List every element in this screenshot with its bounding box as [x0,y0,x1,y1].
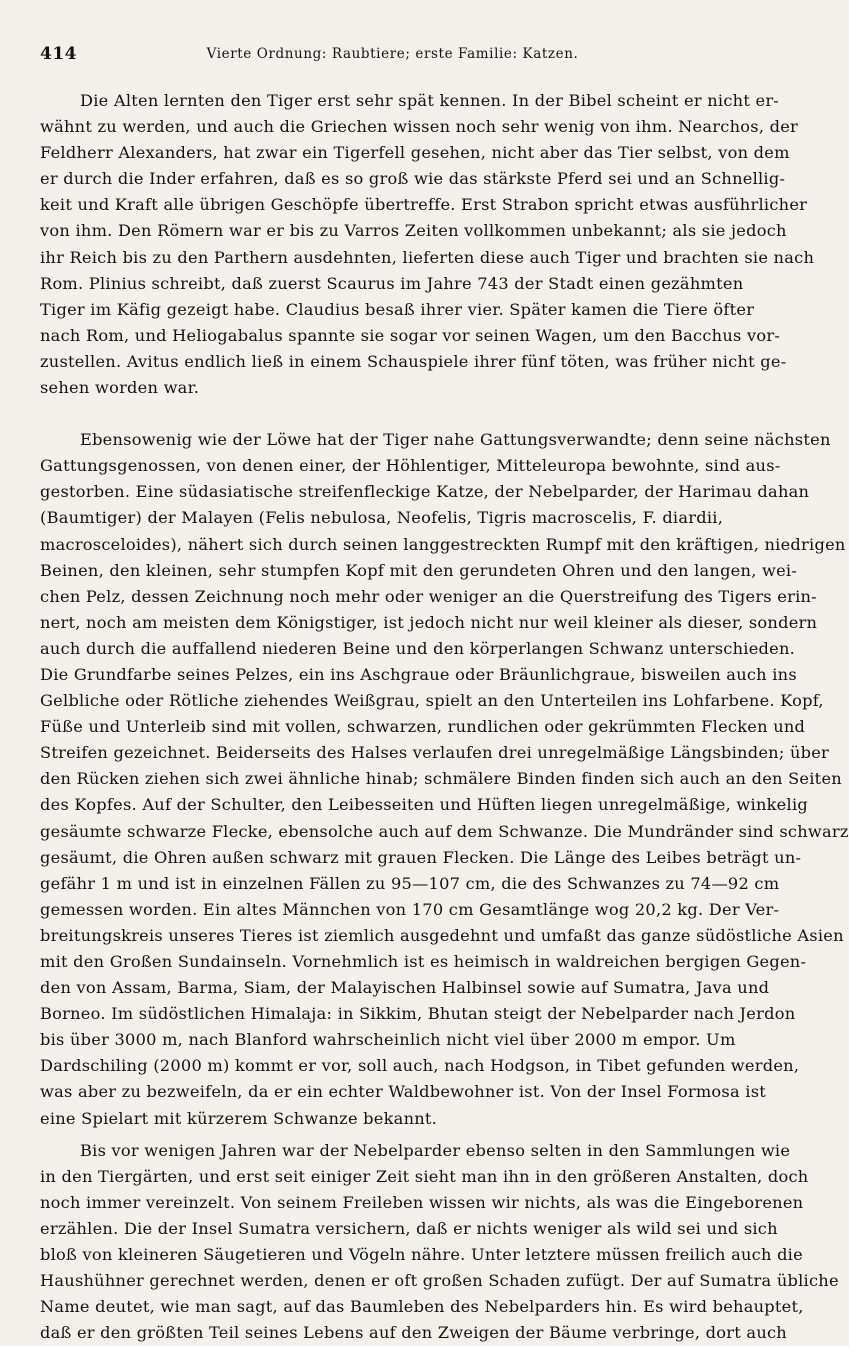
text-line: Streifen gezeichnet. Beiderseits des Halses verlaufen drei unregelmäßige Längsbinden; über [40,743,830,763]
text-line: Dardschiling (2000 m) kommt er vor, soll auch, nach Hodgson, in Tibet gefunden werden, [40,1056,800,1076]
text-line: von ihm. Den Römern war er bis zu Varros Zeiten vollkommen unbekannt; als sie jedoch [40,221,787,241]
text-line: gesäumt, die Ohren außen schwarz mit grauen Flecken. Die Länge des Leibes beträgt un- [40,847,802,867]
page-header [40,44,705,70]
text-line: erzählen. Die der Insel Sumatra versichern, daß er nichts weniger als wild sei und sich [40,1218,778,1238]
text-line: Beinen, den kleinen, sehr stumpfen Kopf mit den gerundeten Ohren und den langen, wei- [40,560,798,580]
text-line: macrosceloides), nähert sich durch seinen langgestreckten Rumpf mit den kräftigen, niedrigen [40,534,846,554]
text-line: Feldherr Alexanders, hat zwar ein Tigerfell gesehen, nicht aber das Tier selbst, von dem [40,143,790,163]
text-line: eine Spielart mit kürzerem Schwanze bekannt. [40,1108,438,1128]
text-line: mit den Großen Sundainseln. Vornehmlich ist es heimisch in waldreichen bergigen Gegen- [40,952,807,971]
running-head: Vierte Ordnung: Raubtiere; erste Familie: Katzen. [206,46,579,62]
text-line: daß er den größten Teil seines Lebens auf den Zweigen der Bäume verbringe, dort auch [40,1323,787,1343]
paragraph-spacer [40,401,712,427]
text-line: gesäumte schwarze Flecke, ebensolche auch auf dem Schwanze. Die Mundränder sind schwarz [40,821,849,841]
text-line: gemessen worden. Ein altes Männchen von 170 cm Gesamtlänge wog 20,2 kg. Der Ver- [40,899,780,919]
page-body [40,88,849,1346]
text-line: noch immer vereinzelt. Von seinem Freileben wissen wir nichts, als was die Eingeborenen [40,1192,804,1212]
text-line: des Kopfes. Auf der Schulter, den Leibesseiten und Hüften liegen unregelmäßige, winkelig [40,795,808,815]
text-line: nert, noch am meisten dem Königstiger, ist jedoch nicht nur weil kleiner als dieser, sondern [40,612,818,632]
text-line: den Rücken ziehen sich zwei ähnliche hinab; schmälere Binden finden sich auch an den Seiten [40,769,842,789]
text-line: keit und Kraft alle übrigen Geschöpfe übertreffe. Erst Strabon spricht etwas ausführlicher [40,195,808,215]
text-line: gestorben. Eine südasiatische streifenfleckige Katze, der Nebelparder, der Harimau dahan [40,482,810,502]
text-line: Borneo. Im südöstlichen Himalaja: in Sikkim, Bhutan steigt der Nebelparder nach Jerdon [40,1004,796,1024]
text-line: Rom. Plinius schreibt, daß zuerst Scaurus im Jahre 743 der Stadt einen gezähmten [40,273,744,293]
page-number: 414 [40,44,77,64]
text-line: Gelbliche oder Rötliche ziehendes Weißgrau, spielt an den Unterteilen ins Lohfarbene. Kopf, [40,691,824,711]
text-line: (Baumtiger) der Malayen (Felis nebulosa, Neofelis, Tigris macroscelis, F. diardii, [40,508,724,528]
text-line: Die Alten lernten den Tiger erst sehr spät kennen. In der Bibel scheint er nicht er- [80,91,780,110]
text-line: was aber zu bezweifeln, da er ein echter Waldbewohner ist. Von der Insel Formosa ist [40,1082,767,1102]
text-line: wähnt zu werden, und auch die Griechen wissen noch sehr wenig von ihm. Nearchos, der [40,117,799,137]
text-line: Ebensowenig wie der Löwe hat der Tiger nahe Gattungsverwandte; denn seine nächsten [80,430,831,450]
text-line: den von Assam, Barma, Siam, der Malayischen Halbinsel sowie auf Sumatra, Java und [40,978,770,998]
text-line: Haushühner gerechnet werden, denen er oft großen Schaden zufügt. Der auf Sumatra übliche [40,1271,839,1291]
text-line: bis über 3000 m, nach Blanford wahrscheinlich nicht viel über 2000 m empor. Um [40,1030,736,1050]
text-line: Füße und Unterleib sind mit vollen, schwarzen, rundlichen oder gekrümmten Flecken und [40,717,806,737]
paragraph-clouded-leopard-habits [40,1138,839,1346]
text-line: er durch die Inder erfahren, daß es so groß wie das stärkste Pferd sei und an Schnellig- [40,169,786,189]
text-line: nach Rom, und Heliogabalus spannte sie sogar vor seinen Wagen, um den Bacchus vor- [40,325,781,345]
text-line: Gattungsgenossen, von denen einer, der Höhlentiger, Mitteleuropa bewohnte, sind aus- [40,456,781,476]
text-line: zustellen. Avitus endlich ließ in einem Schauspiele ihrer fünf töten, was früher nicht ge- [40,351,787,371]
text-line: Bis vor wenigen Jahren war der Nebelparder ebenso selten in den Sammlungen wie [80,1140,791,1160]
text-line: ihr Reich bis zu den Parthern ausdehnten, lieferten diese auch Tiger und brachten sie nach [40,247,815,267]
text-line: auch durch die auffallend niederen Beine und den körperlangen Schwanz unterschieden. [40,638,796,658]
text-line: chen Pelz, dessen Zeichnung noch mehr oder weniger an die Querstreifung des Tigers erin- [40,586,817,606]
text-line: Die Grundfarbe seines Pelzes, ein ins Aschgraue oder Bräunlichgraue, bisweilen auch ins [40,664,797,684]
paragraph-clouded-leopard-description [40,427,849,1132]
text-line: Name deutet, wie man sagt, auf das Baumleben des Nebelparders hin. Es wird behauptet, [40,1297,804,1317]
paragraph-ancient-tiger [40,88,815,401]
text-line: breitungskreis unseres Tieres ist ziemlich ausgedehnt und umfaßt das ganze südöstliche Asien [40,925,844,945]
text-line: sehen worden war. [40,378,200,398]
text-line: gefähr 1 m und ist in einzelnen Fällen zu 95—107 cm, die des Schwanzes zu 74—92 cm [40,873,780,893]
text-line: Tiger im Käfig gezeigt habe. Claudius besaß ihrer vier. Später kamen die Tiere öfter [40,299,755,319]
text-line: in den Tiergärten, und erst seit einiger Zeit sieht man ihn in den größeren Anstalten, doch [40,1166,809,1186]
text-line: bloß von kleineren Säugetieren und Vögeln nähre. Unter letztere müssen freilich auch die [40,1245,803,1265]
